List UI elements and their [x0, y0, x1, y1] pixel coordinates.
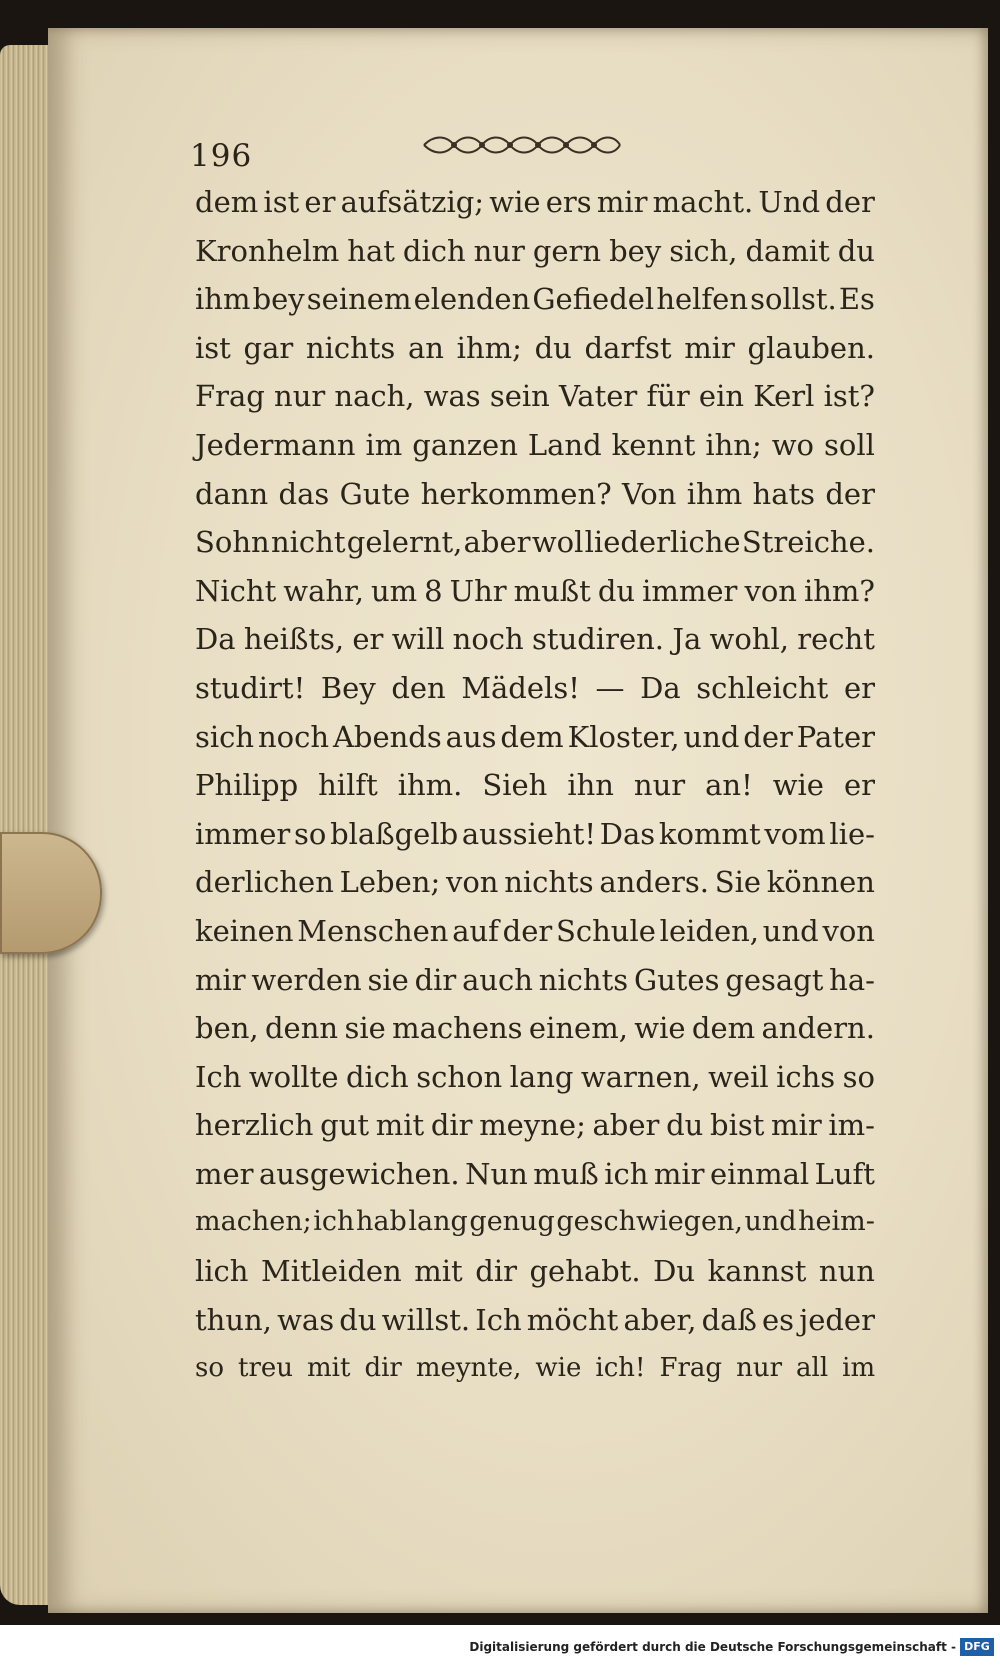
text-line: herzlich gut mit dir meyne; aber du bist mir im-: [195, 1108, 875, 1143]
text-line: Da heißts, er will noch studiren. Ja wohl, recht: [195, 622, 875, 657]
text-line: thun, was du willst. Ich möcht aber, daß es jeder: [195, 1302, 875, 1337]
text-line: studirt! Bey den Mädels! — Da schleicht er: [195, 670, 875, 705]
text-line: lich Mitleiden mit dir gehabt. Du kannst nun: [195, 1254, 875, 1289]
dfg-logo: DFG: [960, 1638, 994, 1656]
text-line: mer ausgewichen. Nun muß ich mir einmal Luft: [195, 1156, 875, 1191]
text-line: immer so blaßgelb aussieht! Das kommt vom lie-: [195, 816, 875, 851]
text-line: Kronhelm hat dich nur gern bey sich, damit du: [195, 233, 875, 268]
text-line: ihm bey seinem elenden Gefiedel helfen sollst. Es: [195, 282, 875, 317]
text-line: mir werden sie dir auch nichts Gutes gesagt ha-: [195, 962, 875, 997]
body-text: [195, 178, 875, 1393]
text-line: ben, denn sie machens einem, wie dem andern.: [195, 1011, 875, 1046]
text-line: so treu mit dir meynte, wie ich! Frag nur all im: [195, 1353, 876, 1384]
text-line: keinen Menschen auf der Schule leiden, und von: [195, 913, 875, 948]
text-line: Sohn nicht gelernt, aber wol liederliche Streiche.: [195, 525, 875, 560]
text-line: dann das Gute herkommen? Von ihm hats der: [195, 476, 875, 511]
text-line: machen; ich hab lang genug geschwiegen, und heim-: [195, 1206, 875, 1238]
text-line: ist gar nichts an ihm; du darfst mir glauben.: [195, 330, 875, 365]
text-line: sich noch Abends aus dem Kloster, und der Pater: [195, 719, 875, 754]
text-line: dem ist er aufsätzig; wie ers mir macht. Und der: [195, 185, 875, 219]
ornament-divider: [420, 132, 624, 158]
text-line: Nicht wahr, um 8 Uhr mußt du immer von ihm?: [195, 573, 875, 608]
footer-bar: [0, 1628, 1000, 1671]
text-line: Ich wollte dich schon lang warnen, weil ichs so: [195, 1059, 875, 1094]
text-line: derlichen Leben; von nichts anders. Sie können: [195, 865, 875, 900]
text-line: Philipp hilft ihm. Sieh ihn nur an! wie er: [195, 768, 875, 803]
digitization-credit: Digitalisierung gefördert durch die Deutsche Forschungsgemeinschaft -: [469, 1640, 956, 1654]
text-line: Jedermann im ganzen Land kennt ihn; wo soll: [195, 427, 875, 462]
page-number: 196: [190, 138, 253, 174]
text-line: Frag nur nach, was sein Vater für ein Kerl ist?: [195, 379, 875, 414]
